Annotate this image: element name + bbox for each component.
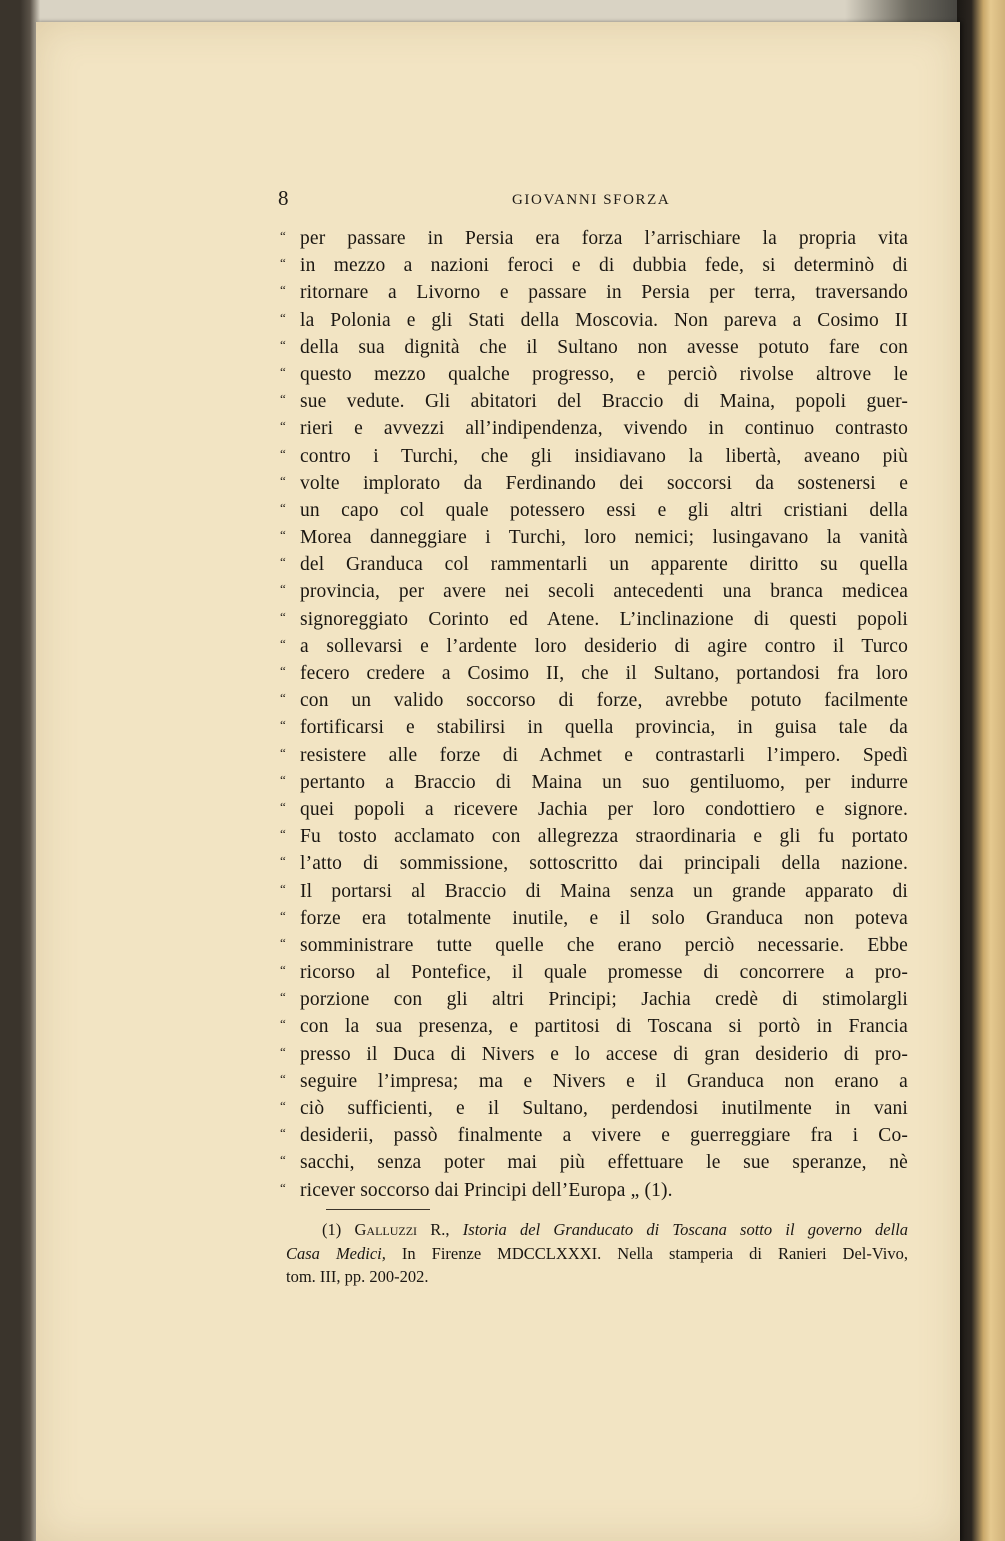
- text-line: [280, 878, 908, 905]
- opening-quote-mark: “: [280, 989, 286, 1005]
- line-text: pertanto a Braccio di Maina un suo gentiluomo, per indurre: [300, 771, 908, 793]
- text-line: [280, 742, 908, 769]
- line-text: un capo col quale potessero essi e gli altri cristiani della: [300, 499, 908, 521]
- text-line: [280, 279, 908, 306]
- opening-quote-mark: “: [280, 554, 286, 570]
- text-line: [280, 1041, 908, 1068]
- text-line: [280, 252, 908, 279]
- text-line: [280, 361, 908, 388]
- text-line: [280, 225, 908, 252]
- text-line: [280, 714, 908, 741]
- footnote-line-1: [286, 1218, 908, 1242]
- footnote-author-initial: R.,: [430, 1220, 450, 1239]
- text-line: [280, 334, 908, 361]
- opening-quote-mark: “: [280, 880, 286, 896]
- line-text: l’atto di sommissione, sottoscritto dai principali della nazione.: [300, 853, 908, 875]
- opening-quote-mark: “: [280, 418, 286, 434]
- adjacent-page-edge: [957, 0, 1005, 1541]
- opening-quote-mark: “: [280, 499, 286, 515]
- opening-quote-mark: “: [280, 907, 286, 923]
- line-text: seguire l’impresa; ma e Nivers e il Granduca non erano a: [300, 1070, 908, 1092]
- line-text: questo mezzo qualche progresso, e perciò rivolse altrove le: [300, 363, 908, 385]
- line-text: sacchi, senza poter mai più effettuare le sue speranze, nè: [300, 1152, 908, 1174]
- opening-quote-mark: “: [280, 744, 286, 760]
- footnote-title-part2: Casa Medici,: [286, 1243, 386, 1263]
- footnote-title-part1: Istoria del Granducato di Toscana sotto il governo della: [462, 1220, 909, 1239]
- text-line: [280, 633, 908, 660]
- opening-quote-mark: “: [280, 663, 286, 678]
- text-line: [280, 470, 908, 497]
- line-text: contro i Turchi, che gli insidiavano la libertà, aveano più: [300, 445, 908, 467]
- opening-quote-mark: “: [280, 635, 286, 651]
- opening-quote-mark: “: [280, 853, 286, 869]
- opening-quote-mark: “: [280, 445, 286, 461]
- line-text: signoreggiato Corinto ed Atene. L’inclinazione di questi popoli: [300, 608, 908, 630]
- text-line: [280, 1013, 908, 1040]
- running-head: GIOVANNI SFORZA: [512, 192, 671, 208]
- opening-quote-mark: “: [280, 608, 286, 624]
- opening-quote-mark: “: [280, 934, 286, 950]
- text-line: [280, 551, 908, 578]
- line-text: somministrare tutte quelle che erano perciò necessarie. Ebbe: [300, 934, 908, 956]
- text-line: [280, 660, 908, 687]
- footnote-separator: [326, 1209, 430, 1210]
- opening-quote-mark: “: [280, 1070, 286, 1086]
- opening-quote-mark: “: [280, 527, 286, 543]
- opening-quote-mark: “: [280, 255, 286, 271]
- line-text: Morea danneggiare i Turchi, loro nemici; lusingavano la vanità: [300, 527, 908, 549]
- text-line: [280, 932, 908, 959]
- footnote-line-3: tom. III, pp. 200-202.: [286, 1267, 429, 1286]
- opening-quote-mark: “: [280, 690, 286, 706]
- line-text: la Polonia e gli Stati della Moscovia. Non pareva a Cosimo II: [300, 309, 908, 331]
- text-line: [280, 769, 908, 796]
- line-text: forze era totalmente inutile, e il solo Granduca non poteva: [300, 907, 908, 929]
- text-line: [280, 687, 908, 714]
- text-line: [280, 415, 908, 442]
- opening-quote-mark: “: [280, 472, 286, 488]
- quoted-passage: [280, 225, 908, 1204]
- footnote-marker: (1): [322, 1220, 342, 1239]
- opening-quote-mark: “: [280, 1016, 286, 1032]
- footnote-line-2: [286, 1242, 908, 1266]
- opening-quote-mark: “: [280, 826, 286, 842]
- line-text: del Granduca col rammentarli un apparente diritto su quella: [300, 554, 908, 576]
- line-text: con la sua presenza, e partitosi di Toscana si portò in Francia: [300, 1016, 908, 1038]
- text-line: [280, 606, 908, 633]
- line-text: porzione con gli altri Principi; Jachia credè di stimolargli: [300, 989, 908, 1011]
- text-line: [280, 1177, 908, 1204]
- line-text: provincia, per avere nei secoli antecedenti una branca medicea: [300, 581, 908, 603]
- line-text: ricever soccorso dai Principi dell’Europa „ (1).: [300, 1179, 673, 1201]
- line-text: quei popoli a ricevere Jachia per loro condottiero e signore.: [300, 798, 908, 820]
- text-line: [280, 1095, 908, 1122]
- opening-quote-mark: “: [280, 1152, 286, 1168]
- line-text: Fu tosto acclamato con allegrezza straordinaria e gli fu portato: [300, 826, 908, 848]
- page-header: [36, 186, 960, 216]
- opening-quote-mark: “: [280, 962, 286, 978]
- page-number: 8: [278, 186, 289, 210]
- line-text: resistere alle forze di Achmet e contrastarli l’impero. Spedì: [300, 744, 908, 766]
- opening-quote-mark: “: [280, 391, 286, 407]
- line-text: desiderii, passò finalmente a vivere e guerreggiare fra i Co-: [300, 1125, 908, 1147]
- line-text: in mezzo a nazioni feroci e di dubbia fede, si determinò di: [300, 255, 908, 277]
- footnote: [286, 1218, 908, 1289]
- line-text: sue vedute. Gli abitatori del Braccio di Maina, popoli guer-: [300, 391, 908, 413]
- text-line: [280, 1122, 908, 1149]
- text-line: [280, 1149, 908, 1176]
- line-text: con un valido soccorso di forze, avrebbe potuto facilmente: [300, 690, 908, 712]
- line-text: rieri e avvezzi all’indipendenza, vivendo in continuo contrasto: [300, 418, 908, 440]
- opening-quote-mark: “: [280, 771, 286, 787]
- line-text: fortificarsi e stabilirsi in quella provincia, in guisa tale da: [300, 717, 908, 739]
- text-line: [280, 823, 908, 850]
- opening-quote-mark: “: [280, 309, 286, 325]
- text-line: [280, 497, 908, 524]
- footnote-author: Galluzzi: [354, 1220, 418, 1239]
- text-line: [280, 986, 908, 1013]
- opening-quote-mark: “: [280, 798, 286, 814]
- text-line: [280, 850, 908, 877]
- line-text: presso il Duca di Nivers e lo accese di gran desiderio di pro-: [300, 1043, 908, 1065]
- line-text: ritornare a Livorno e passare in Persia per terra, traversando: [300, 282, 908, 304]
- line-text: Il portarsi al Braccio di Maina senza un grande apparato di: [300, 880, 908, 902]
- opening-quote-mark: “: [280, 717, 286, 733]
- book-page: [36, 22, 960, 1541]
- opening-quote-mark: “: [280, 363, 286, 379]
- text-line: [280, 796, 908, 823]
- text-line: [280, 1068, 908, 1095]
- line-text: ciò sufficienti, e il Sultano, perdendosi inutilmente in vani: [300, 1098, 908, 1119]
- text-line: [280, 524, 908, 551]
- text-line: [280, 959, 908, 986]
- opening-quote-mark: “: [280, 228, 286, 243]
- opening-quote-mark: “: [280, 1125, 286, 1141]
- opening-quote-mark: “: [280, 282, 286, 298]
- line-text: ricorso al Pontefice, il quale promesse di concorrere a pro-: [300, 962, 908, 984]
- line-text: a sollevarsi e l’ardente loro desiderio di agire contro il Turco: [300, 635, 908, 657]
- opening-quote-mark: “: [280, 336, 286, 352]
- text-line: [280, 388, 908, 415]
- opening-quote-mark: “: [280, 1098, 286, 1113]
- line-text: per passare in Persia era forza l’arrischiare la propria vita: [300, 228, 908, 249]
- line-text: fecero credere a Cosimo II, che il Sultano, portandosi fra loro: [300, 663, 908, 684]
- footnote-imprint: In Firenze MDCCLXXXI. Nella stamperia di Ranieri Del-Vivo,: [401, 1243, 908, 1263]
- text-line: [280, 443, 908, 470]
- line-text: della sua dignità che il Sultano non avesse potuto fare con: [300, 336, 908, 358]
- opening-quote-mark: “: [280, 1179, 286, 1195]
- text-line: [280, 578, 908, 605]
- opening-quote-mark: “: [280, 1043, 286, 1059]
- opening-quote-mark: “: [280, 581, 286, 597]
- line-text: volte implorato da Ferdinando dei soccorsi da sostenersi e: [300, 472, 908, 494]
- text-line: [280, 905, 908, 932]
- text-line: [280, 307, 908, 334]
